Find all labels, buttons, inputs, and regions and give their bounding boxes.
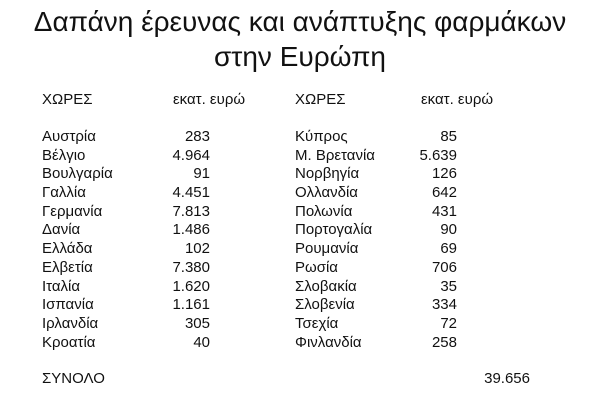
table-row: [42, 259, 210, 278]
country-name: Ελβετία: [42, 258, 93, 276]
country-value: 69: [440, 240, 457, 258]
table-row: [295, 184, 457, 203]
country-value: 1.620: [172, 277, 210, 295]
table-row: [295, 296, 457, 315]
unit-column-header: εκατ. ευρώ: [173, 91, 246, 108]
table-row: [42, 240, 210, 259]
country-value: 4.451: [172, 184, 210, 202]
country-name: Νορβηγία: [295, 165, 360, 183]
country-name: Πορτογαλία: [295, 221, 373, 239]
country-name: Αυστρία: [42, 128, 96, 145]
country-value: 72: [440, 314, 457, 332]
total-value: 39.656: [484, 370, 530, 387]
table-row: [295, 334, 457, 353]
country-name: Ισπανία: [42, 296, 94, 314]
country-value: 431: [431, 202, 457, 220]
country-value: 305: [184, 314, 210, 332]
country-value: 40: [193, 333, 210, 351]
country-name: Ελλάδα: [42, 240, 93, 258]
country-value: 258: [431, 333, 457, 351]
country-name: Βέλγιο: [42, 146, 86, 164]
countries-column-header: ΧΩΡΕΣ: [42, 91, 93, 108]
table-row: [295, 278, 457, 297]
table-row: [42, 165, 210, 184]
table-row: [42, 278, 210, 297]
table-row: [295, 240, 457, 259]
country-value: 90: [440, 221, 457, 239]
country-name: Ιρλανδία: [42, 314, 99, 332]
table-header-row: [295, 90, 494, 109]
country-name: Δανία: [42, 221, 81, 239]
countries-table-right: [295, 90, 494, 352]
table-row: [295, 259, 457, 278]
country-name: Κροατία: [42, 333, 96, 351]
table-row: [42, 203, 210, 222]
countries-table-left: [42, 90, 246, 352]
countries-column-header: ΧΩΡΕΣ: [295, 91, 346, 108]
country-name: Κύπρος: [295, 128, 348, 145]
country-value: 334: [431, 296, 457, 314]
table-row: [42, 184, 210, 203]
table-row: [295, 165, 457, 184]
country-value: 102: [184, 240, 210, 258]
table-row: [42, 296, 210, 315]
country-name: Σλοβενία: [295, 296, 355, 314]
country-value: 642: [431, 184, 457, 202]
slide-title-line2: στην Ευρώπη: [214, 41, 386, 72]
country-name: Μ. Βρετανία: [295, 146, 375, 164]
table-row: [295, 315, 457, 334]
country-value: 4.964: [172, 146, 210, 164]
country-name: Βουλγαρία: [42, 165, 113, 183]
header-spacer: [295, 109, 457, 128]
country-value: 85: [440, 128, 457, 145]
table-row: [42, 128, 210, 147]
table-row: [295, 147, 457, 166]
slide-title: [0, 4, 600, 74]
table-row: [295, 203, 457, 222]
country-name: Ρωσία: [295, 258, 338, 276]
slide-title-line1: Δαπάνη έρευνας και ανάπτυξης φαρμάκων: [33, 6, 567, 37]
country-value: 7.380: [172, 258, 210, 276]
country-value: 1.486: [172, 221, 210, 239]
country-name: Φινλανδία: [295, 333, 362, 351]
country-name: Γαλλία: [42, 184, 86, 202]
table-header-row: [42, 90, 246, 109]
country-value: 283: [184, 128, 210, 145]
table-row: [42, 315, 210, 334]
country-value: 5.639: [419, 146, 457, 164]
table-row: [295, 221, 457, 240]
country-name: Γερμανία: [42, 202, 103, 220]
country-name: Τσεχία: [295, 314, 339, 332]
table-row: [42, 221, 210, 240]
country-name: Πολωνία: [295, 202, 353, 220]
header-spacer: [42, 109, 210, 128]
country-name: Ιταλία: [42, 277, 81, 295]
country-name: Ρουμανία: [295, 240, 359, 258]
country-value: 706: [431, 258, 457, 276]
total-label: ΣΥΝΟΛΟ: [42, 370, 105, 387]
country-value: 1.161: [172, 296, 210, 314]
table-row: [42, 147, 210, 166]
unit-column-header: εκατ. ευρώ: [421, 91, 494, 108]
country-value: 126: [431, 165, 457, 183]
table-row: [42, 334, 210, 353]
table-row: [295, 128, 457, 147]
country-value: 7.813: [172, 202, 210, 220]
country-value: 91: [193, 165, 210, 183]
country-name: Ολλανδία: [295, 184, 358, 202]
country-value: 35: [440, 277, 457, 295]
country-name: Σλοβακία: [295, 277, 357, 295]
